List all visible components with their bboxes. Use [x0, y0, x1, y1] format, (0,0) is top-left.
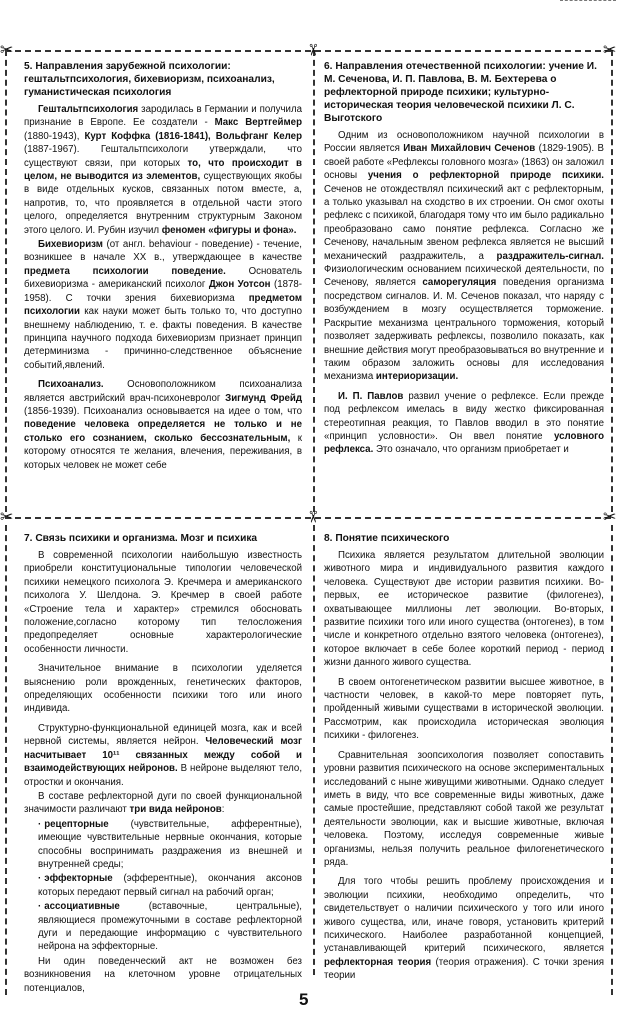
- paragraph: [324, 549, 604, 670]
- text-run: (от англ. behaviour - поведение) - течение, возникшее в начале XX в., утверждающее в качестве: [24, 239, 302, 264]
- bold-text: то, что происходит в целом, не выводится из элементов,: [24, 157, 302, 183]
- text-run: зародилась в Германии и получила признание в Европе. Ее создатели -: [24, 104, 302, 129]
- cut-line-left-top: [5, 50, 7, 512]
- list-item: [24, 818, 302, 872]
- bold-text: саморегуляция: [422, 277, 497, 289]
- text-run: Физиологическим основанием психической деятельности, по Сеченову, является: [324, 264, 604, 289]
- scissors-icon: ✂: [303, 43, 323, 57]
- list-item: [24, 900, 302, 954]
- paragraph: [324, 129, 604, 384]
- text-run: как науки может быть только то, что доступно внешнему наблюдению, т. е. факты поведения. В качестве принципа научного подхода бихевиоризм признает принцип детерминизма - причинно-следственное объяснение событий,явлений.: [24, 306, 302, 371]
- paragraph: [24, 722, 302, 789]
- bold-text: поведение человека определяется не только и не столько его сознанием, сколько бессознательным,: [24, 419, 302, 444]
- text-run: В своем онтогенетическом развитии высшее животное, в частности человек, в какой-то мере повторяет путь, пройденный живыми существами в исторической эволюции. Рассмотрим, как происходила историческая эволюция психики - филогенез.: [324, 676, 604, 742]
- bold-text: Макс Вертгеймер: [214, 117, 302, 129]
- bold-text: интериоризации.: [375, 371, 459, 383]
- paragraph: [324, 875, 604, 982]
- paragraph: [24, 378, 302, 472]
- text-run: (1829-1905). В своей работе «Рефлексы головного мозга» (1863) он заложил основы: [324, 143, 604, 182]
- text-run: Для того чтобы решить проблему происхождения и эволюции психики, необходимо определить, что свидетельствует о наличии психического у того или иного живого существа, или, иначе говоря, установить критерий психического. Наиболее разработанной концепцией, устанавливающей критерий психического, является: [324, 876, 604, 955]
- bold-text: учения о рефлекторной природе психики.: [367, 170, 604, 182]
- section-title: 8. Понятие психического: [324, 533, 450, 544]
- bold-text: Человеческий мозг насчитывает 10¹¹ связанных между собой и взаимодействующих нейронов.: [24, 736, 303, 775]
- text-run: В составе рефлекторной дуги по своей функциональной значимости различают: [24, 790, 302, 816]
- section-title: 7. Связь психики и организма. Мозг и психика: [24, 533, 258, 544]
- text-run: Сравнительная зоопсихология позволяет сопоставить уровни развития психического на основе экспериментальных исследований с ныне живущими животными. Однако следует иметь в виду, что все современные виды животных, даже самые простейшие, представляют собой такой же результат деятельности эволюции, как и высшие животные, включая человека. Поэтому, исследуя современные живые организмы, нельзя получить реальное филогенетического ряда.: [324, 749, 604, 868]
- scissors-icon: ✂: [0, 507, 14, 526]
- text-run: В нейроне выделяют тело, отростки и окончания.: [24, 763, 303, 788]
- bold-text: рефлекторная теория: [324, 956, 432, 968]
- text-run: Основоположником психоанализа является австрийский врач-психоневролог: [24, 379, 302, 404]
- text-run: В современной психологии наибольшую известность приобрели конституциональные типологии человеческой психики немецкого психолога Э. Кречмера и американского психолога У. Шелдона. Э. Кречмер в своей работе «Строение тела и характер» стремился обосновать положение,согласно которому тип телосложения предопределяет основные характерологические особенности личности.: [24, 550, 302, 655]
- text-run: развил учение о рефлексе. Если прежде под рефлексом имелась в виду жестко фиксированная стереотипная реакция, то Павлов вводил в это понятие «принцип условности». Он ввел понятие: [324, 390, 604, 442]
- section-title: 6. Направления отечественной психологии: учение И. М. Сеченова, И. П. Павлова, В. М. Бехтерева о рефлекторной природе психики; культурно-историческая теория человеческой психики Л. С. Выготского: [324, 61, 597, 124]
- text-run: Одним из основоположником научной психологии в России является: [324, 130, 604, 155]
- bold-text: Психоанализ.: [38, 379, 104, 391]
- cut-line-left-bottom: [5, 525, 7, 995]
- text-run: Структурно-функциональной единицей мозга, как и всей нервной системы, является нейрон.: [24, 722, 302, 748]
- paragraph: [24, 103, 302, 237]
- list-item: [24, 872, 302, 899]
- scissors-icon: ✂: [0, 40, 14, 59]
- bold-text: ассоциативные: [44, 901, 120, 913]
- top-edge-line: [560, 0, 616, 5]
- bullet-icon: ·: [38, 873, 42, 885]
- text-run: (вставочные, центральные), являющиеся промежуточными в составе рефлекторной дуги и передающие информацию с чувствительного нейрона на эффекторные.: [38, 901, 302, 953]
- text-run: (1887-1967). Гештальтпсихологи утверждали, что существуют связи, при которых: [24, 144, 302, 169]
- paragraph: [324, 749, 604, 870]
- scissors-icon: ✂: [603, 507, 617, 526]
- paragraph: [324, 676, 604, 743]
- cut-line-right-bottom: [611, 525, 613, 995]
- bold-text: раздражитель-сигнал.: [496, 250, 604, 262]
- text-run: (1878-1958). С точки зрения бихевиоризма: [24, 279, 302, 304]
- bold-text: Иван Михайлович Сеченов: [403, 143, 536, 155]
- bold-text: Гештальтпсихология: [38, 104, 139, 115]
- text-run: к которому относятся те желания, влечения, переживания, в которых человек не может себе: [24, 432, 302, 471]
- section-card: [322, 532, 606, 982]
- text-run: (эфферентные), окончания аксонов которых передают первый сигнал на рабочий орган;: [38, 873, 302, 898]
- text-run: Это означало, что организм приобретает и: [373, 444, 569, 456]
- section-card: [322, 60, 606, 506]
- page-number: 5: [299, 990, 309, 1009]
- text-run: (теория отражения). С точки зрения теории: [324, 956, 604, 982]
- paragraph: [24, 955, 302, 995]
- text-run: :: [221, 804, 225, 816]
- cut-line-mid-bottom: [313, 525, 315, 975]
- bold-text: предмета психологии поведение.: [24, 265, 226, 277]
- scissors-icon: ✂: [303, 510, 323, 524]
- text-run: Основатель бихевиоризма - американский психолог: [24, 265, 302, 291]
- bold-text: рецепторные: [44, 818, 109, 830]
- paragraph: [324, 390, 604, 457]
- bold-text: Курт Коффка (1816-1841), Вольфганг Келер: [84, 130, 302, 142]
- paragraph: [24, 549, 302, 656]
- paragraph: [24, 790, 302, 817]
- section-card: [22, 60, 304, 506]
- bold-text: феномен «фигуры и фона».: [161, 224, 297, 236]
- scissors-icon: ✂: [603, 40, 617, 59]
- text-run: (чувствительные, афферентные), имеющие чувствительные нервные окончания, которые способны воспринимать раздражения из внешней и внутренней среды;: [38, 818, 302, 870]
- text-run: Сеченов не отождествлял психический акт с рефлекторным, а только указывал на сходство в их строении. Он смог охоты рефлекс с психикой, благодаря тому что им было радикально преобразовано само понятие рефлекса. Согласно же Сеченову, начальным звеном рефлекса является не высший механический раздражитель, а: [324, 183, 604, 262]
- paragraph: [24, 238, 302, 372]
- bold-text: три вида нейронов: [129, 804, 222, 816]
- text-run: Значительное внимание в психологии уделяется выяснению роли врожденных, генетических факторов, определяющих особенности психики того или иного индивида.: [24, 663, 302, 715]
- text-run: Психика является результатом длительной эволюции животного мира и индивидуального развития каждого человека. Существуют две истории развития психики. Во-первых, ее историческое развитие (филогенез), охватывающее миллионы лет эволюции. Во-вторых, развитие психики того или иного существа (онтогенез), в том числе и конкретного отдельно взятого человека (онтогенез), которое включает в себе более короткий период - период жизни данного живого существа.: [324, 550, 604, 669]
- cut-line-mid-top: [313, 50, 315, 512]
- bold-text: Джон Уотсон: [208, 279, 271, 291]
- bold-text: эффекторные: [44, 873, 113, 885]
- section-card: [22, 532, 304, 994]
- bold-text: И. П. Павлов: [338, 390, 404, 402]
- cut-line-right-top: [611, 50, 613, 512]
- paragraph: [24, 662, 302, 716]
- bold-text: условного рефлекса.: [324, 430, 604, 456]
- bullet-icon: ·: [38, 818, 42, 830]
- text-run: (1856-1939). Психоанализ основывается на идее о том, что: [24, 405, 302, 417]
- bullet-icon: ·: [38, 901, 42, 913]
- bold-text: Бихевиоризм: [38, 239, 103, 251]
- bold-text: Зигмунд Фрейд: [225, 392, 303, 404]
- text-run: Ни один поведенческий акт не возможен без возникновения на клеточном уровне отрицательных потенциалов,: [24, 955, 302, 994]
- text-run: (1880-1943),: [24, 130, 85, 142]
- text-run: поведения организма посредством сигналов. И. М. Сеченов показал, что наряду с возбуждением в мозгу осуществляется торможение. Раскрытие механизма центрального торможения, который позволяет задерживать рефлексы, позволило показать, как внешние действия могут преобразовываться во внутренние и таким образом заложить основы для исследования механизма: [324, 277, 605, 383]
- section-title: 5. Направления зарубежной психологии: гештальтпсихология, бихевиоризм, психоанализ, гуманистическая психология: [24, 61, 275, 98]
- bold-text: предметом психологии: [24, 292, 302, 318]
- text-run: существующих якобы в виде отдельных кусков, связанных потом вместе, а, напротив, то, что проявляется в отдельной части этого целого, определяется внутренним структурным Законом этого целого. И. Рубин изучил: [24, 171, 302, 236]
